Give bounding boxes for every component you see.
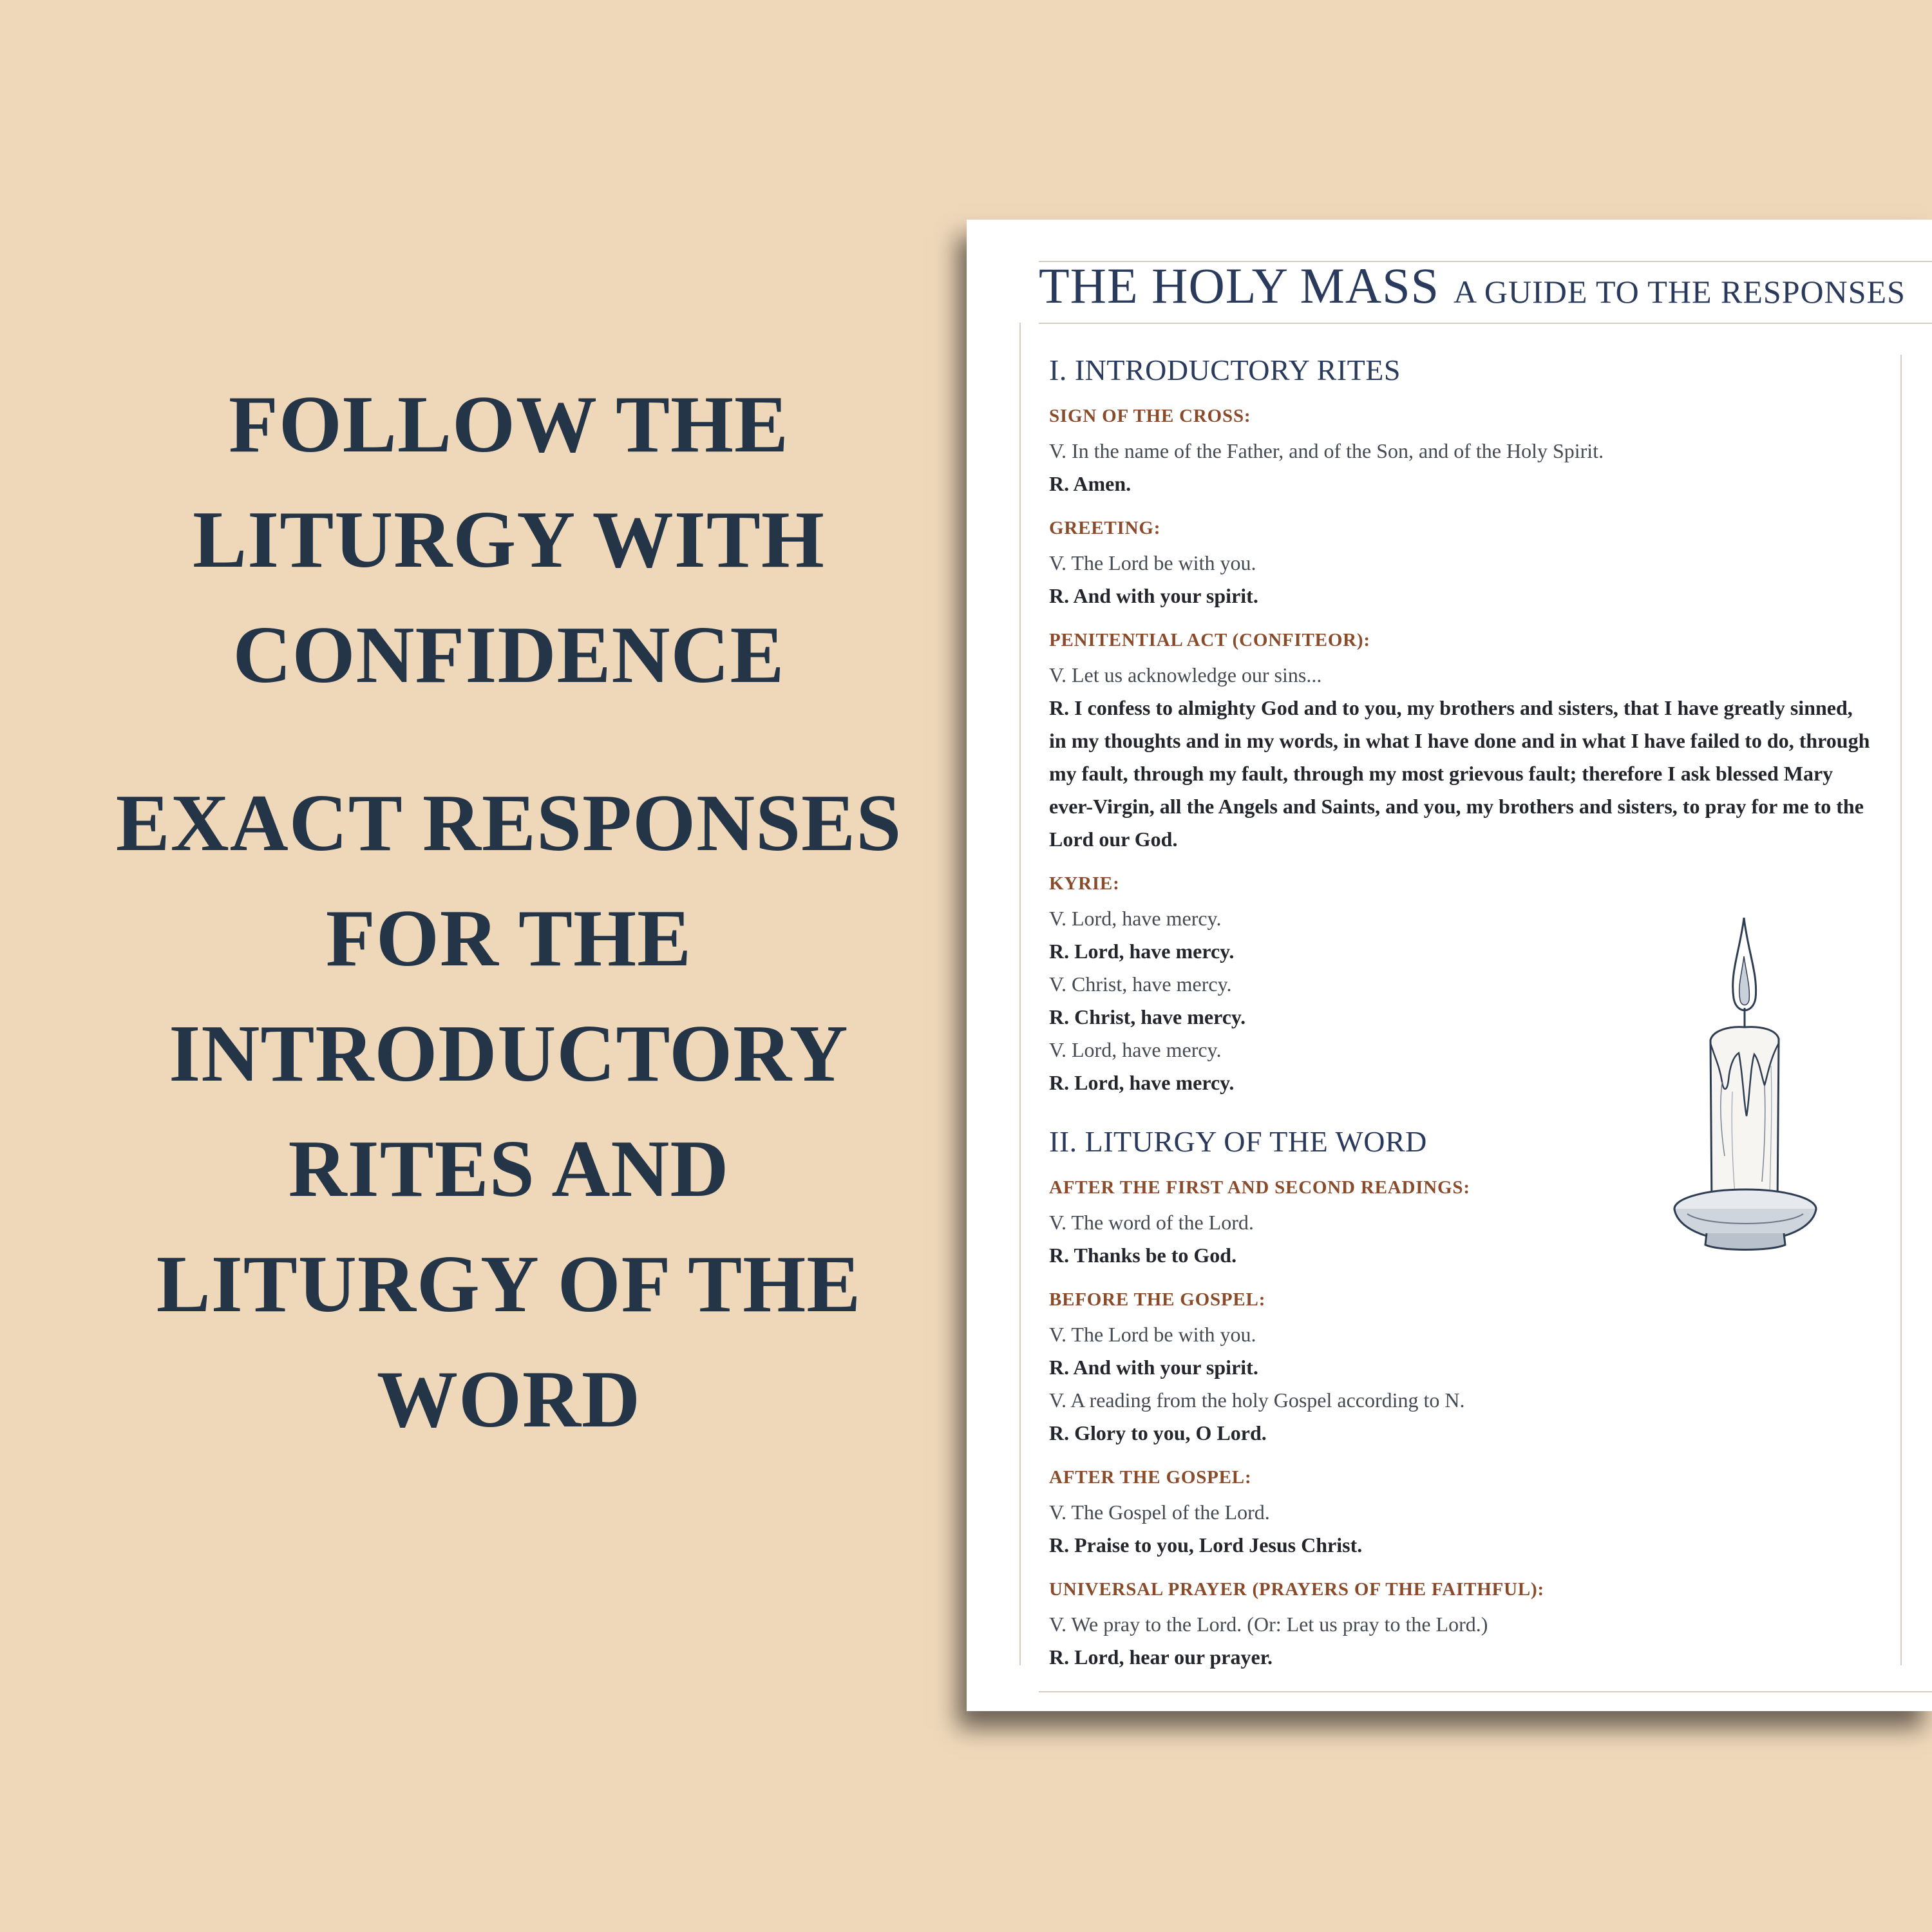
- versicle-line: V. The Lord be with you.: [1049, 551, 1256, 574]
- versicle-line: V. The Gospel of the Lord.: [1049, 1501, 1270, 1524]
- subsection-label: UNIVERSAL PRAYER (PRAYERS OF THE FAITHFUL):: [1049, 1579, 1544, 1600]
- subsection-label: PENITENTIAL ACT (CONFITEOR):: [1049, 630, 1370, 650]
- response-line: R. Praise to you, Lord Jesus Christ.: [1049, 1533, 1363, 1557]
- promo-line: LITURGY WITH: [193, 495, 825, 585]
- versicle-line: V. We pray to the Lord. (Or: Let us pray to the Lord.): [1049, 1613, 1488, 1636]
- response-group: [1049, 401, 1873, 500]
- promo-subheadline: [39, 766, 979, 1457]
- response-group: [1049, 1575, 1873, 1674]
- divider: [1019, 323, 1021, 1665]
- subsection-label: BEFORE THE GOSPEL:: [1049, 1289, 1266, 1310]
- response-line: R. And with your spirit.: [1049, 584, 1258, 607]
- divider: [1900, 355, 1902, 1665]
- subsection-label: AFTER THE FIRST AND SECOND READINGS:: [1049, 1177, 1470, 1198]
- section-heading: I. INTRODUCTORY RITES: [1049, 354, 1401, 386]
- response-line: R. Amen.: [1049, 472, 1132, 495]
- versicle-line: V. The Lord be with you.: [1049, 1323, 1256, 1346]
- subsection-label: KYRIE:: [1049, 873, 1120, 894]
- versicle-line: V. A reading from the holy Gospel according to N.: [1049, 1388, 1465, 1412]
- promo-line: FOLLOW THE: [228, 380, 790, 469]
- response-line: R. Lord, hear our prayer.: [1049, 1645, 1273, 1669]
- sheet-subtitle: A GUIDE TO THE RESPONSES: [1454, 274, 1906, 310]
- promo-text: [39, 367, 979, 1510]
- versicle-line: V. In the name of the Father, and of the Son, and of the Holy Spirit.: [1049, 439, 1604, 462]
- versicle-line: V. Let us acknowledge our sins...: [1049, 663, 1322, 687]
- promo-headline: [39, 367, 979, 713]
- versicle-line: V. Christ, have mercy.: [1049, 972, 1232, 996]
- promo-line: LITURGY OF THE: [156, 1240, 862, 1329]
- section-heading: II. LITURGY OF THE WORD: [1049, 1125, 1427, 1158]
- response-line: R. Christ, have mercy.: [1049, 1005, 1246, 1028]
- versicle-line: V. The word of the Lord.: [1049, 1211, 1254, 1234]
- promo-line: INTRODUCTORY: [169, 1009, 849, 1099]
- promo-line: RITES AND: [288, 1124, 730, 1214]
- versicle-line: V. Lord, have mercy.: [1049, 1038, 1222, 1061]
- response-line: R. Lord, have mercy.: [1049, 940, 1235, 963]
- divider: [1039, 323, 1932, 324]
- response-group: [1049, 625, 1873, 856]
- versicle-line: V. Lord, have mercy.: [1049, 907, 1222, 930]
- response-line: R. Thanks be to God.: [1049, 1244, 1237, 1267]
- promo-line: EXACT RESPONSES: [115, 779, 902, 868]
- response-group: [1049, 513, 1873, 612]
- candle-icon: [1668, 911, 1823, 1253]
- response-line: R. Glory to you, O Lord.: [1049, 1421, 1267, 1444]
- response-line: R. And with your spirit.: [1049, 1356, 1258, 1379]
- response-line: R. I confess to almighty God and to you, my brothers and sisters, that I have greatly sinned, in my thoughts and in my words, in what I have done and in what I have failed to do, through my fault, through my fault, through my most grievous fault; therefore I ask blessed Mary ever-Virgin, all the Angels and Saints, and you, my brothers and sisters, to pray for me to the Lord our God.: [1049, 696, 1870, 851]
- sheet-title: THE HOLY MASS: [1039, 258, 1439, 314]
- subsection-label: SIGN OF THE CROSS:: [1049, 406, 1251, 426]
- response-group: [1049, 1285, 1873, 1450]
- promo-line: CONFIDENCE: [232, 611, 785, 700]
- response-line: R. Lord, have mercy.: [1049, 1071, 1235, 1094]
- promo-line: FOR THE: [325, 894, 692, 983]
- promo-line: WORD: [377, 1355, 641, 1444]
- sheet-title-row: [1039, 257, 1906, 315]
- divider: [1039, 1691, 1932, 1692]
- response-group: [1049, 1463, 1873, 1562]
- subsection-label: GREETING:: [1049, 518, 1161, 538]
- subsection-label: AFTER THE GOSPEL:: [1049, 1467, 1252, 1488]
